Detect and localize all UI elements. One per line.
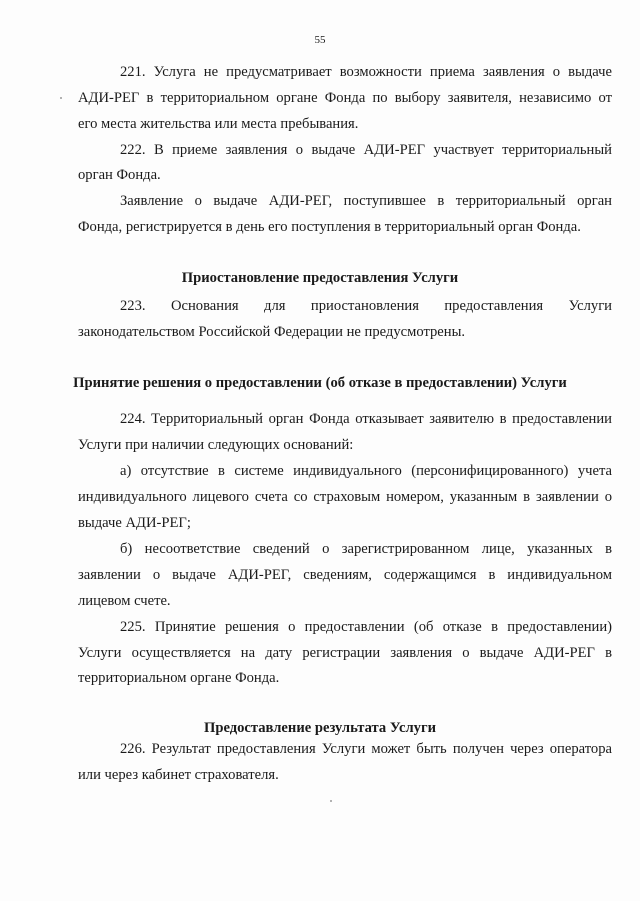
- paragraph-224-line-2: Услуги при наличии следующих оснований:: [78, 437, 354, 453]
- paragraph-224b-line-2: заявлении о выдаче АДИ-РЕГ, сведениям, содержащимся в индивидуальном: [78, 567, 612, 583]
- paragraph-226-line-2: или через кабинет страхователя.: [78, 767, 279, 783]
- paragraph-222b-line-2: Фонда, регистрируется в день его поступления в территориальный орган Фонда.: [78, 219, 581, 235]
- paragraph-221-line-3: его места жительства или места пребывания.: [78, 116, 359, 132]
- paragraph-225-line-1: 225. Принятие решения о предоставлении (об отказе в предоставлении): [120, 619, 612, 635]
- paragraph-224-line-1: 224. Территориальный орган Фонда отказывает заявителю в предоставлении: [120, 411, 612, 427]
- section-heading-decision: Принятие решения о предоставлении (об отказе в предоставлении) Услуги: [73, 375, 567, 391]
- section-heading-result: Предоставление результата Услуги: [204, 720, 436, 736]
- paragraph-223-line-1: 223. Основания для приостановления предоставления Услуги: [120, 298, 612, 314]
- paragraph-224a-line-1: а) отсутствие в системе индивидуального (персонифицированного) учета: [120, 463, 612, 479]
- paragraph-222b-line-1: Заявление о выдаче АДИ-РЕГ, поступившее в территориальный орган: [120, 193, 612, 209]
- paragraph-221-line-2: АДИ-РЕГ в территориальном органе Фонда по выбору заявителя, независимо от: [78, 90, 612, 106]
- scan-speck: [330, 800, 332, 802]
- scan-speck: [60, 97, 62, 99]
- paragraph-224a-line-2: индивидуального лицевого счета со страховым номером, указанным в заявлении о: [78, 489, 612, 505]
- paragraph-224b-line-3: лицевом счете.: [78, 593, 171, 609]
- paragraph-222-line-2: орган Фонда.: [78, 167, 161, 183]
- paragraph-223-line-2: законодательством Российской Федерации не предусмотрены.: [78, 324, 466, 340]
- page-number: 55: [314, 34, 326, 46]
- paragraph-221-line-1: 221. Услуга не предусматривает возможности приема заявления о выдаче: [120, 64, 612, 80]
- paragraph-226-line-1: 226. Результат предоставления Услуги может быть получен через оператора: [120, 741, 612, 757]
- section-heading-suspension: Приостановление предоставления Услуги: [181, 270, 459, 286]
- paragraph-224a-line-3: выдаче АДИ-РЕГ;: [78, 515, 191, 531]
- paragraph-222-line-1: 222. В приеме заявления о выдаче АДИ-РЕГ участвует территориальный: [120, 142, 612, 158]
- paragraph-225-line-3: территориальном органе Фонда.: [78, 670, 280, 686]
- paragraph-225-line-2: Услуги осуществляется на дату регистрации заявления о выдаче АДИ-РЕГ в: [78, 645, 612, 661]
- paragraph-224b-line-1: б) несоответствие сведений о зарегистрированном лице, указанных в: [120, 541, 612, 557]
